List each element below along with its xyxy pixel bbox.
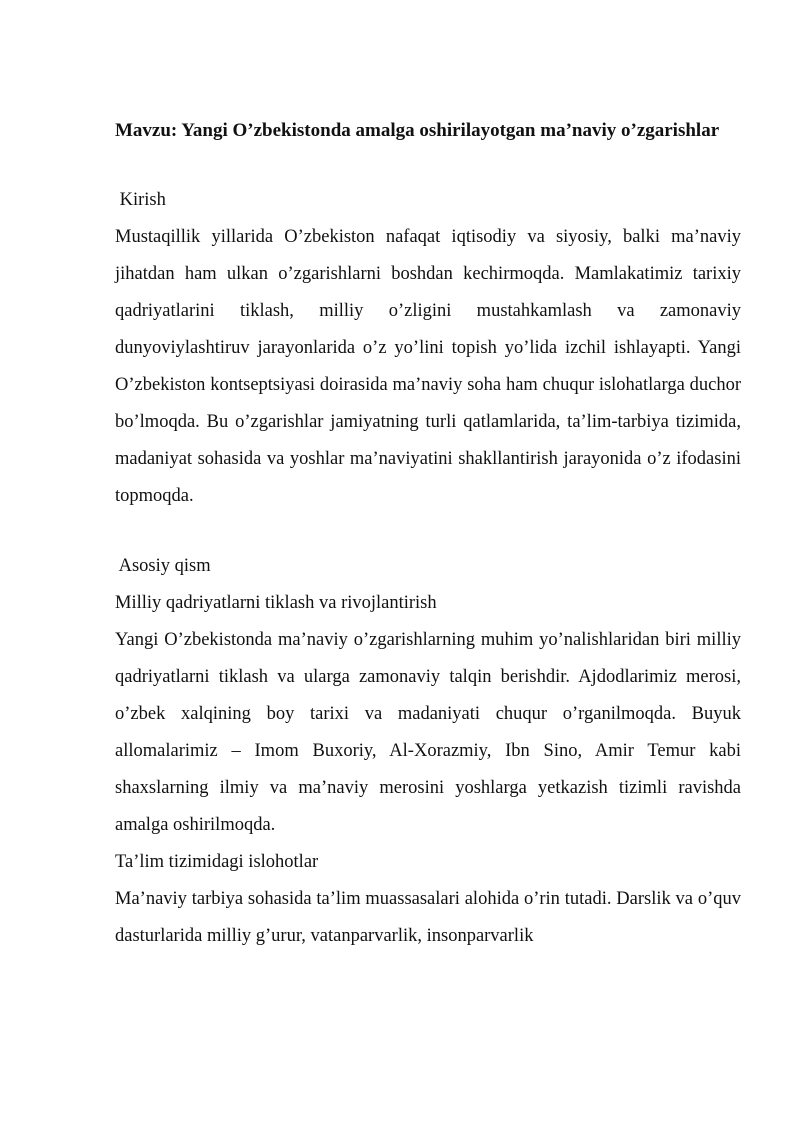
section1-heading: Milliy qadriyatlarni tiklash va rivojlantirish bbox=[115, 593, 437, 613]
main-heading: Asosiy qism bbox=[115, 556, 211, 576]
spacer bbox=[115, 149, 741, 182]
section2-heading: Ta’lim tizimidagi islohotlar bbox=[115, 852, 319, 872]
intro-heading: Kirish bbox=[115, 190, 166, 210]
section2-paragraph: Ma’naviy tarbiya sohasida ta’lim muassasalari alohida o’rin tutadi. Darslik va o’quv dasturlarida milliy g’urur, vatanparvarlik, insonparvarlik bbox=[115, 889, 741, 946]
spacer bbox=[115, 515, 741, 548]
section1-paragraph: Yangi O’zbekistonda ma’naviy o’zgarishlarning muhim yo’nalishlaridan biri milliy qadriyatlarni tiklash va ularga zamonaviy talqin berishdir. Ajdodlarimiz merosi, o’zbek xalqining boy tarixi va madaniyati chuqur o’rganilmoqda. Buyuk allomalarimiz – Imom Buxoriy, Al-Xorazmiy, Ibn Sino, Amir Temur kabi shaxslarning ilmiy va ma’naviy merosini yoshlarga yetkazish tizimli ravishda amalga oshirilmoqda. bbox=[115, 630, 741, 835]
document-page bbox=[115, 112, 741, 955]
document-title: Mavzu: Yangi O’zbekistonda amalga oshirilayotgan ma’naviy o’zgarishlar bbox=[115, 120, 720, 141]
intro-paragraph: Mustaqillik yillarida O’zbekiston nafaqat iqtisodiy va siyosiy, balki ma’naviy jihatdan ham ulkan o’zgarishlarni boshdan kechirmoqda. Mamlakatimiz tarixiy qadriyatlarini tiklash, milliy o’zligini mustahkamlash va zamonaviy dunyoviylashtiruv jarayonlarida o’z yo’lini topish yo’lida izchil ishlayapti. Yangi O’zbekiston kontseptsiyasi doirasida ma’naviy soha ham chuqur islohatlarga duchor bo’lmoqda. Bu o’zgarishlar jamiyatning turli qatlamlarida, ta’lim-tarbiya tizimida, madaniyat sohasida va yoshlar ma’naviyatini shakllantirish jarayonida o’z ifodasini topmoqda. bbox=[115, 227, 741, 506]
